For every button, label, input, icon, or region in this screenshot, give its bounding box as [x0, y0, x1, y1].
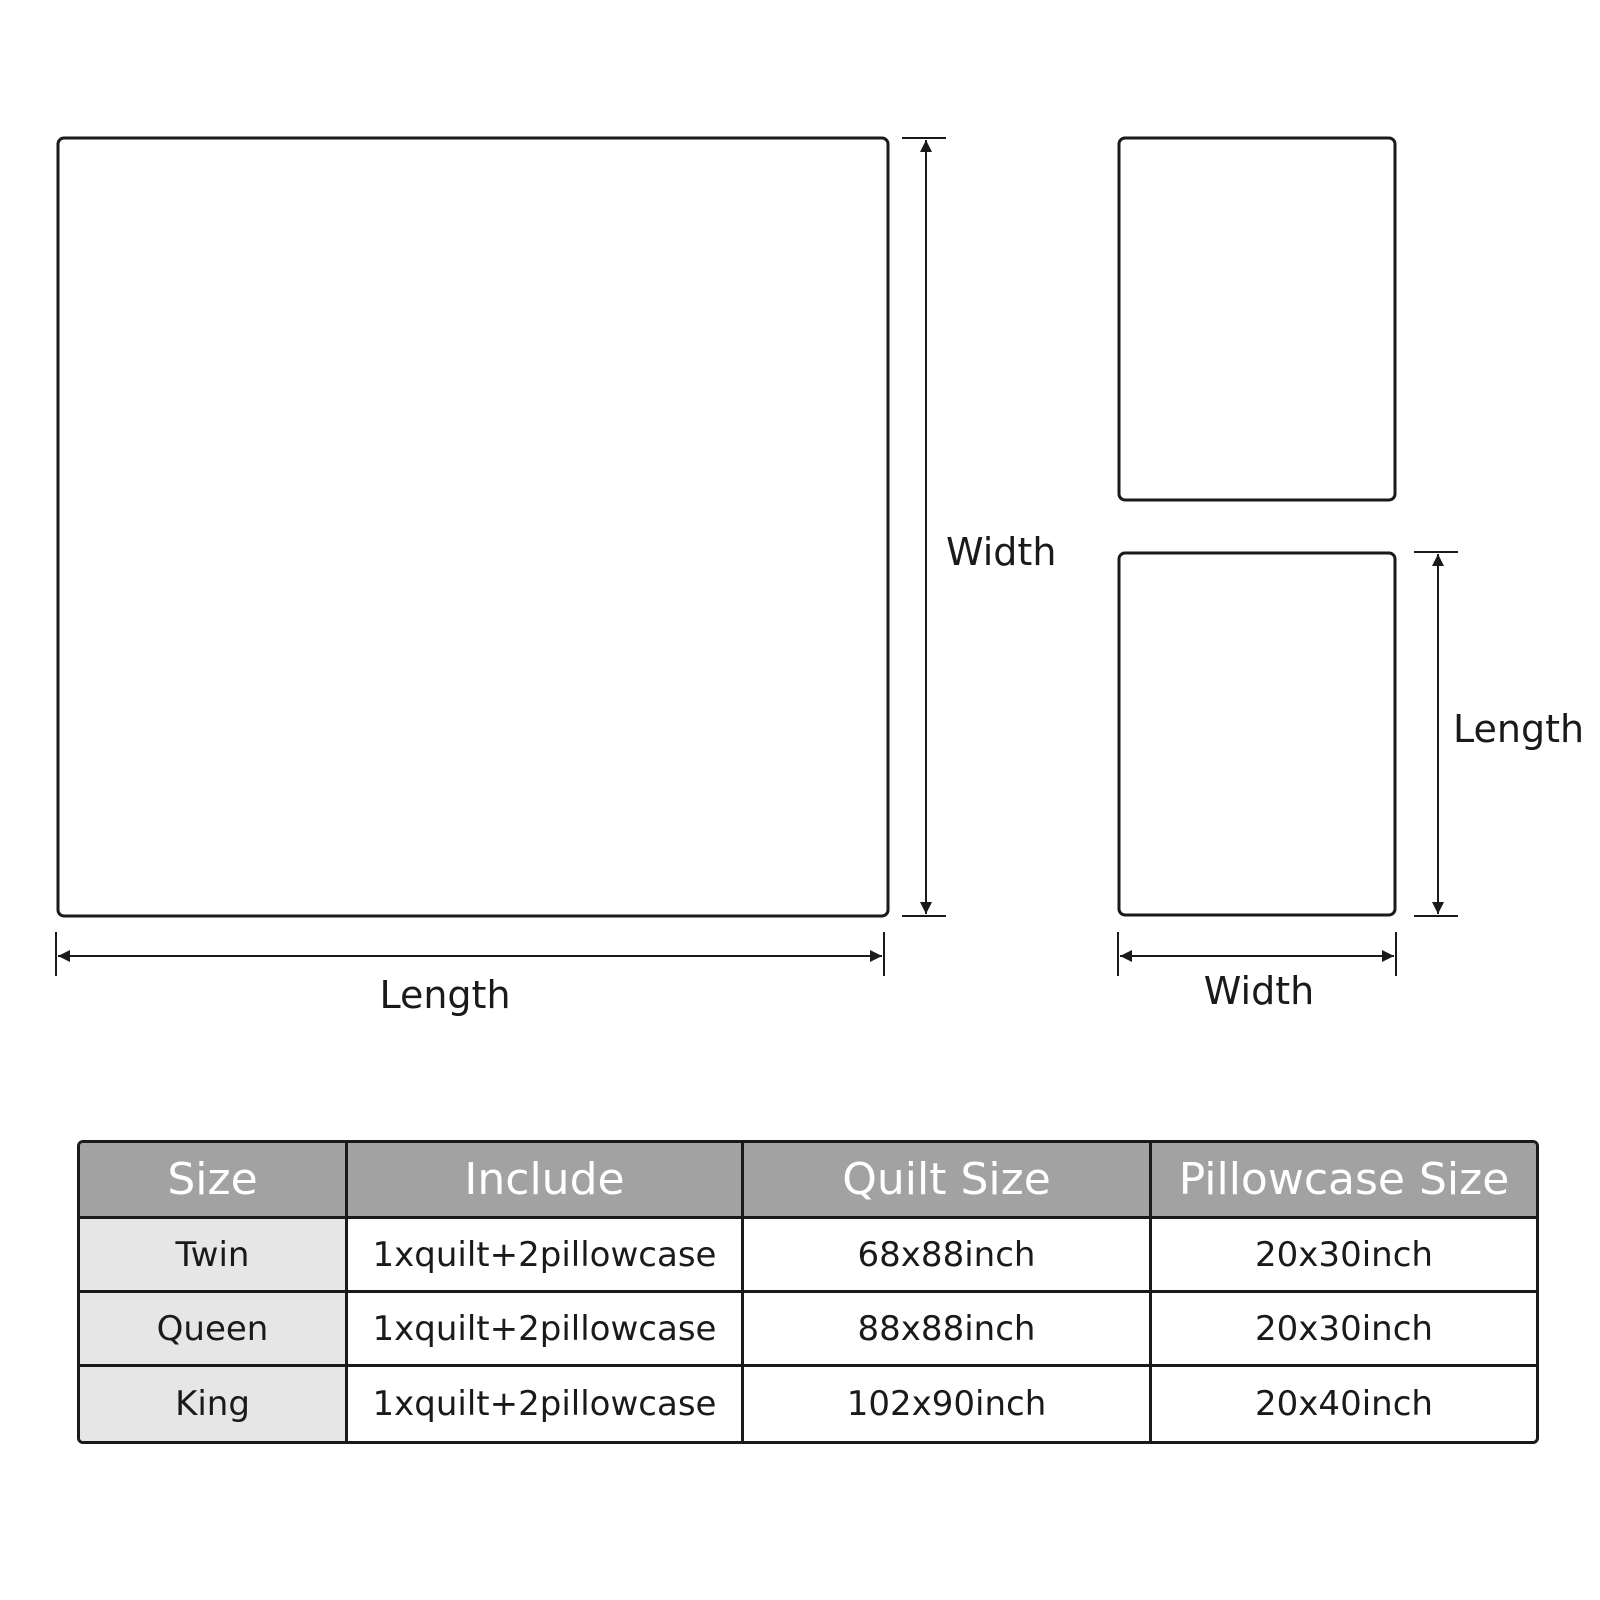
table-header-quilt-size: Quilt Size: [744, 1143, 1152, 1219]
table-row-quilt-size: 102x90inch: [744, 1367, 1152, 1441]
table-row-size: Twin: [80, 1219, 348, 1293]
pillowcase-top-outline: [1119, 138, 1395, 500]
table-row-include: 1xquilt+2pillowcase: [348, 1367, 744, 1441]
pillowcase-width-label: Width: [1203, 969, 1315, 1013]
table-row-quilt-size: 88x88inch: [744, 1293, 1152, 1367]
table-header-include: Include: [348, 1143, 744, 1219]
table-row-pillowcase-size: 20x30inch: [1152, 1293, 1536, 1367]
table-row-size: Queen: [80, 1293, 348, 1367]
table-header-pillowcase-size: Pillowcase Size: [1152, 1143, 1536, 1219]
table-row-include: 1xquilt+2pillowcase: [348, 1293, 744, 1367]
table-header-size: Size: [80, 1143, 348, 1219]
size-table: [77, 1140, 1539, 1444]
table-row-size: King: [80, 1367, 348, 1441]
pillowcase-bottom-outline: [1119, 553, 1395, 915]
pillowcase-length-dimension: [1414, 552, 1458, 916]
table-row-include: 1xquilt+2pillowcase: [348, 1219, 744, 1293]
quilt-width-dimension: [902, 138, 946, 916]
quilt-width-label: Width: [946, 530, 1057, 574]
table-row-pillowcase-size: 20x40inch: [1255, 1384, 1433, 1424]
quilt-length-dimension: [56, 932, 884, 976]
quilt-outline: [58, 138, 888, 916]
quilt-length-label: Length: [379, 973, 511, 1017]
table-row-quilt-size: 68x88inch: [744, 1219, 1152, 1293]
pillowcase-length-label: Length: [1453, 707, 1585, 751]
table-row-pillowcase-size: 20x30inch: [1152, 1219, 1536, 1293]
